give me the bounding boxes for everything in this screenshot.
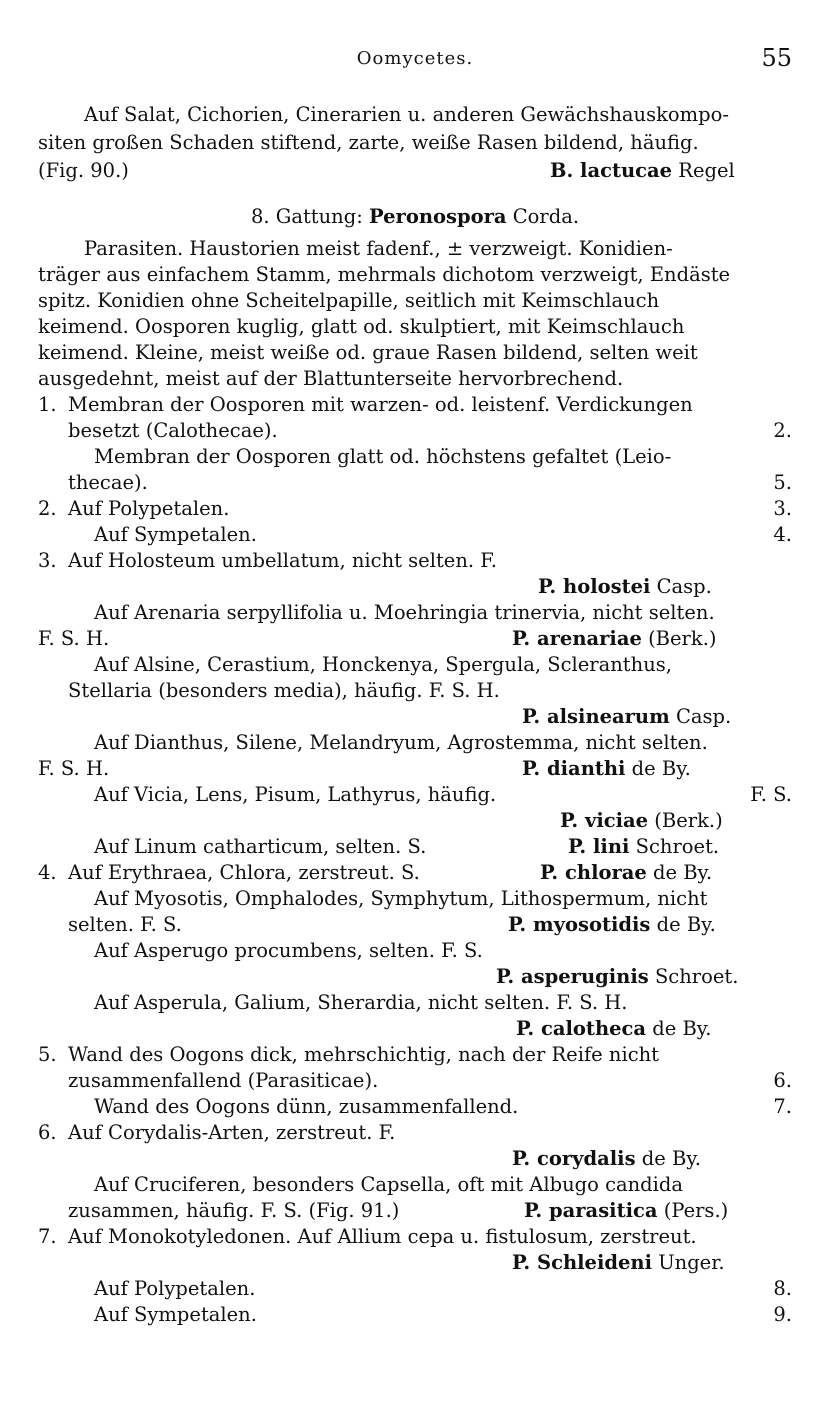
taxon-line <box>38 834 792 860</box>
taxon-name <box>550 158 735 184</box>
key-line <box>38 548 792 574</box>
text-fragment: F. S. H. <box>38 627 110 650</box>
text-fragment: Wand des Oogons dick, mehrschichtig, nach der Reife nicht <box>68 1043 660 1066</box>
page-number: 55 <box>761 44 792 72</box>
taxon-name <box>568 834 719 860</box>
taxon-bold: P. arenariae <box>512 627 642 650</box>
text-fragment: Auf Holosteum umbellatum, nicht selten. F. <box>68 549 497 572</box>
taxon-name <box>496 964 738 990</box>
text-line: Parasiten. Haustorien meist fadenf., ± verzweigt. Konidien- <box>84 237 673 260</box>
taxon-name <box>540 860 712 886</box>
taxon-line <box>38 808 792 834</box>
key-reference: 2. <box>773 419 792 442</box>
taxon-author: de By. <box>631 757 691 780</box>
key-number: 4. <box>38 861 57 884</box>
key-number: 3. <box>38 549 57 572</box>
text-line <box>38 158 792 184</box>
text-fragment: besetzt (Calothecae). <box>68 419 278 442</box>
taxon-author: Casp. <box>675 705 732 728</box>
taxon-bold: P. myosotidis <box>508 913 651 936</box>
taxon-bold: P. asperuginis <box>496 965 649 988</box>
text-fragment: Auf Polypetalen. <box>68 497 230 520</box>
text-line: träger aus einfachem Stamm, mehrmals dichotom verzweigt, Endäste <box>38 263 731 286</box>
taxon-line <box>38 756 792 782</box>
text-line: spitz. Konidien ohne Scheitelpapille, seitlich mit Keimschlauch <box>38 289 660 312</box>
taxon-author: de By. <box>641 1147 701 1170</box>
text-line: Stellaria (besonders media), häufig. F. S. H. <box>68 679 500 702</box>
taxon-name <box>512 626 717 652</box>
text-fragment: Auf Vicia, Lens, Pisum, Lathyrus, häufig. <box>94 783 497 806</box>
key-number: 6. <box>38 1121 57 1144</box>
taxon-bold: B. lactucae <box>550 159 673 182</box>
taxon-name <box>522 756 691 782</box>
text-fragment: zusammen, häufig. F. S. (Fig. 91.) <box>68 1199 400 1222</box>
key-reference: 7. <box>773 1095 792 1118</box>
key-reference: 4. <box>773 523 792 546</box>
text-fragment: F. S. H. <box>38 757 110 780</box>
text-line: keimend. Oosporen kuglig, glatt od. skulptiert, mit Keimschlauch <box>38 315 685 338</box>
taxon-author: de By. <box>656 913 716 936</box>
text-line: Auf Salat, Cichorien, Cinerarien u. anderen Gewächshauskompo- <box>84 103 729 126</box>
taxon-bold: P. Schleideni <box>512 1251 652 1274</box>
taxon-line <box>38 704 792 730</box>
taxon-line <box>38 1250 792 1276</box>
text-line: keimend. Kleine, meist weiße od. graue Rasen bildend, selten weit <box>38 341 698 364</box>
key-line <box>38 1224 792 1250</box>
taxon-line <box>38 626 792 652</box>
taxon-name <box>538 574 712 600</box>
key-line <box>38 1042 792 1068</box>
key-line <box>38 418 792 444</box>
taxon-bold: P. alsinearum <box>522 705 670 728</box>
key-line <box>38 470 792 496</box>
taxon-author: (Berk.) <box>654 809 723 832</box>
text-line: Auf Dianthus, Silene, Melandryum, Agrostemma, nicht selten. <box>94 731 708 754</box>
text-line: Auf Asperula, Galium, Sherardia, nicht selten. F. S. H. <box>94 991 628 1014</box>
text-line: Auf Asperugo procumbens, selten. F. S. <box>94 939 483 962</box>
key-reference: 5. <box>773 471 792 494</box>
taxon-line <box>38 1146 792 1172</box>
text-fragment: zusammenfallend (Parasiticae). <box>68 1069 379 1092</box>
taxon-author: Regel <box>678 159 735 182</box>
text-line: Membran der Oosporen glatt od. höchstens gefaltet (Leio- <box>94 445 672 468</box>
text-fragment: Auf Sympetalen. <box>94 523 257 546</box>
key-line <box>38 782 792 808</box>
key-number: 5. <box>38 1043 57 1066</box>
genus-author: Corda. <box>512 205 580 228</box>
key-line <box>38 1276 792 1302</box>
text-line: Auf Alsine, Cerastium, Honckenya, Spergula, Scleranthus, <box>94 653 672 676</box>
text-line: ausgedehnt, meist auf der Blattunterseite hervorbrechend. <box>38 367 624 390</box>
taxon-author: de By. <box>653 861 713 884</box>
taxon-name <box>508 912 716 938</box>
taxon-author: (Berk.) <box>648 627 717 650</box>
taxon-name <box>512 1146 701 1172</box>
taxon-bold: P. dianthi <box>522 757 626 780</box>
key-line <box>38 1120 792 1146</box>
taxon-name <box>560 808 723 834</box>
text-line: Auf Cruciferen, besonders Capsella, oft mit Albugo candida <box>94 1173 684 1196</box>
key-line <box>38 1302 792 1328</box>
key-line <box>38 1068 792 1094</box>
text-line: Auf Arenaria serpyllifolia u. Moehringia trinervia, nicht selten. <box>94 601 715 624</box>
taxon-bold: P. calotheca <box>516 1017 647 1040</box>
text-fragment: Auf Erythraea, Chlora, zerstreut. S. <box>68 861 420 884</box>
taxon-line <box>38 1198 792 1224</box>
text-fragment: Wand des Oogons dünn, zusammenfallend. <box>94 1095 519 1118</box>
taxon-name <box>524 1198 728 1224</box>
text-fragment: (Fig. 90.) <box>38 159 129 182</box>
genus-name: Peronospora <box>369 205 507 228</box>
taxon-bold: P. holostei <box>538 575 651 598</box>
key-line <box>38 522 792 548</box>
taxon-line <box>38 912 792 938</box>
key-reference: 9. <box>773 1303 792 1326</box>
text-fragment: Auf Corydalis-Arten, zerstreut. F. <box>68 1121 396 1144</box>
text-fragment: Membran der Oosporen mit warzen- od. leistenf. Verdickungen <box>68 393 693 416</box>
key-reference: 3. <box>773 497 792 520</box>
key-reference: 8. <box>773 1277 792 1300</box>
key-number: 1. <box>38 393 57 416</box>
taxon-bold: P. parasitica <box>524 1199 658 1222</box>
taxon-name <box>512 1250 725 1276</box>
key-reference: 6. <box>773 1069 792 1092</box>
text-fragment: Auf Sympetalen. <box>94 1303 257 1326</box>
key-line <box>38 392 792 418</box>
taxon-author: (Pers.) <box>663 1199 729 1222</box>
taxon-bold: P. viciae <box>560 809 649 832</box>
taxon-line <box>38 1016 792 1042</box>
key-line <box>38 1094 792 1120</box>
text-fragment: Auf Linum catharticum, selten. S. <box>94 835 427 858</box>
text-line: siten großen Schaden stiftend, zarte, weiße Rasen bildend, häufig. <box>38 131 699 154</box>
taxon-bold: P. chlorae <box>540 861 647 884</box>
genus-heading <box>38 204 792 230</box>
heading-prefix: 8. Gattung: <box>250 205 363 228</box>
key-line <box>38 496 792 522</box>
text-fragment: selten. F. S. <box>68 913 182 936</box>
running-header: Oomycetes. <box>356 48 474 69</box>
taxon-author: Casp. <box>656 575 712 598</box>
key-number: 7. <box>38 1225 57 1248</box>
key-line <box>38 860 792 886</box>
taxon-name <box>516 1016 711 1042</box>
text-fragment: thecae). <box>68 471 148 494</box>
taxon-bold: P. lini <box>568 835 630 858</box>
taxon-author: Schroet. <box>635 835 720 858</box>
taxon-bold: P. corydalis <box>512 1147 636 1170</box>
text-fragment: Auf Polypetalen. <box>94 1277 256 1300</box>
taxon-line <box>38 574 792 600</box>
taxon-author: Unger. <box>658 1251 725 1274</box>
taxon-name <box>522 704 731 730</box>
taxon-line <box>38 964 792 990</box>
text-line: Auf Myosotis, Omphalodes, Symphytum, Lithospermum, nicht <box>94 887 708 910</box>
text-fragment: Auf Monokotyledonen. Auf Allium cepa u. fistulosum, zerstreut. <box>68 1225 697 1248</box>
key-number: 2. <box>38 497 57 520</box>
taxon-author: de By. <box>652 1017 712 1040</box>
text-fragment: F. S. <box>750 783 792 806</box>
taxon-author: Schroet. <box>654 965 739 988</box>
